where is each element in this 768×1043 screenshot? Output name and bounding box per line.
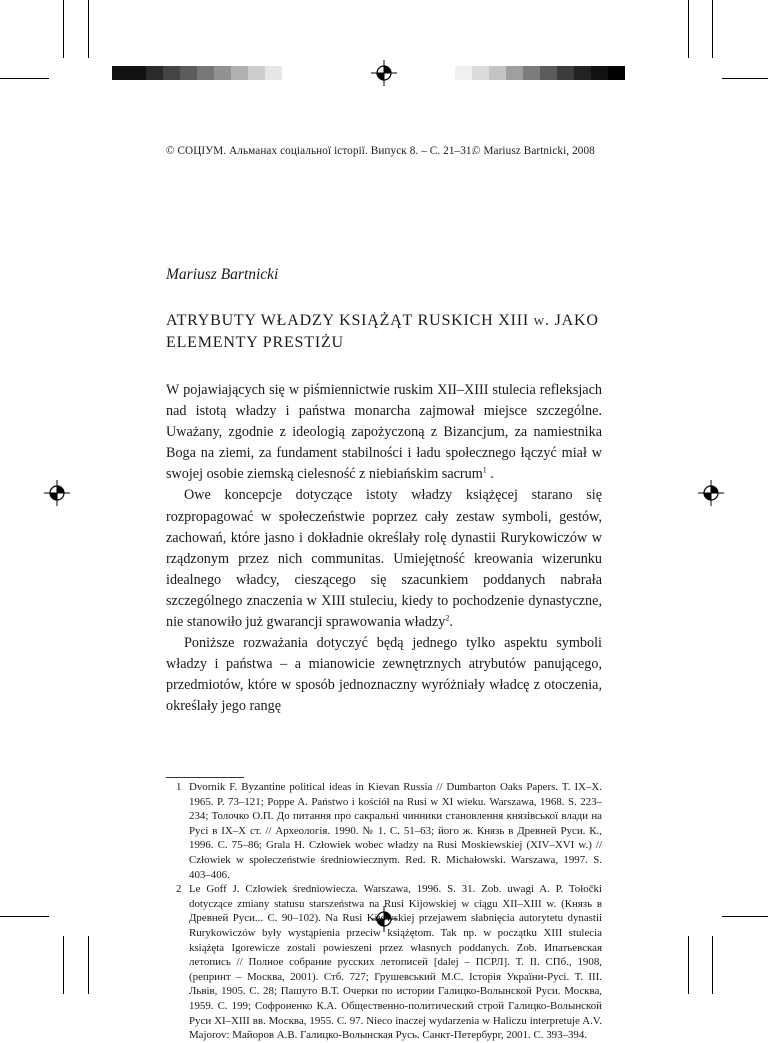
color-swatch (557, 66, 574, 80)
color-swatch (214, 66, 231, 80)
footnote-ref: 1 (482, 465, 487, 475)
registration-mark-icon (44, 480, 70, 506)
paragraph-text: Poniższe rozważania dotyczyć będą jednego tylko aspektu symboli władzy i państwa – a mianowicie zewnętrznych atrybutów panującego, przedmiotów, które w sposób jednoznaczny wyróżniały władcę z otoczenia, określały jego rangę (166, 635, 602, 715)
color-swatch (265, 66, 282, 80)
crop-mark (722, 916, 768, 917)
color-swatch (506, 66, 523, 80)
color-calibration-bar-left (112, 66, 282, 80)
footnote (166, 882, 602, 1043)
article-author: Mariusz Bartnicki (166, 266, 279, 283)
crop-mark (688, 0, 689, 58)
crop-mark (688, 936, 689, 994)
color-swatch (523, 66, 540, 80)
color-swatch (180, 66, 197, 80)
article-body (166, 380, 602, 718)
color-swatch (129, 66, 146, 80)
footnote-text: Dvornik F. Byzantine political ideas in Kievan Russia // Dumbarton Oaks Papers. T. IX–X. 1965. P. 73–121; Poppe A. Państwo i kościół na Rusi w XI wieku. Warszawa, 1968. S. 223–234; Толочко О.П. До питання про сакральні чинники становлення князівської влади на Русі в IX–X ст. // Археологія. 1990. № 1. С. 51–63; його ж. Князь в Древней Руси. К., 1996. С. 75–86; Grala H. Człowiek wobec władzy na Rusi Moskiewskiej (XIV–XVI w.) // Człowiek w społeczeństwie średniowiecznym. Red. R. Michałowski. Warszawa, 1997. S. 403–406. (189, 781, 602, 881)
color-swatch (146, 66, 163, 80)
color-swatch (231, 66, 248, 80)
color-swatch (163, 66, 180, 80)
registration-mark-icon (371, 60, 397, 86)
registration-mark-icon (698, 480, 724, 506)
paragraph-text: W pojawiających się w piśmiennictwie ruskim XII–XIII stulecia refleksjach nad istotą władzy i państwa monarcha zajmował miejsce szczególne. Uważany, zgodnie z ideologią zapożyczoną z Bizancjum, za namiestnika Boga na ziemi, za fundament stabilności i ładu społecznego łączyć miał w swojej osobie ziemską cielesność z niebiańskim sacrum (166, 382, 602, 483)
color-swatch (574, 66, 591, 80)
crop-mark (0, 78, 49, 79)
paragraph-tail: . (486, 466, 494, 483)
color-swatch (197, 66, 214, 80)
color-swatch (455, 66, 472, 80)
crop-mark (88, 0, 89, 58)
running-header-right: © Mariusz Bartnicki, 2008 (472, 145, 595, 157)
footnote-number: 2 (176, 883, 182, 896)
crop-mark (63, 0, 64, 58)
color-swatch (248, 66, 265, 80)
footnotes (166, 780, 602, 1043)
body-paragraph (166, 633, 602, 717)
footnote-ref: 2 (445, 613, 450, 623)
crop-mark (0, 916, 49, 917)
color-swatch (489, 66, 506, 80)
crop-mark (712, 0, 713, 58)
crop-mark (88, 936, 89, 994)
footnote-separator (166, 777, 244, 778)
color-swatch (608, 66, 625, 80)
body-paragraph (166, 380, 602, 485)
body-paragraph (166, 485, 602, 633)
paragraph-tail: . (449, 614, 453, 631)
running-header-left: © СОЦІУМ. Альманах соціальної історії. Випуск 8. – С. 21–31. (166, 145, 475, 157)
color-calibration-bar-right (455, 66, 625, 80)
footnote-number: 1 (176, 781, 182, 793)
crop-mark (712, 936, 713, 994)
color-swatch (540, 66, 557, 80)
footnote (166, 780, 602, 882)
color-swatch (591, 66, 608, 80)
paragraph-text: Owe koncepcje dotyczące istoty władzy książęcej starano się rozpropagować w społeczeństwie poprzez cały zestaw symboli, gestów, zachowań, które jasno i dokładnie określały rolę dynastii Rurykowiczów w rządzonym przez nich communitas. Umiejętność kreowania wizerunku idealnego władcy, cieszącego się szacunkiem poddanych nabrała szczególnego znaczenia w XIII stuleciu, kiedy to pochodzenie dynastyczne, nie stanowiło już gwarancji sprawowania władzy (166, 487, 602, 631)
crop-mark (63, 936, 64, 994)
footnote-text: Le Goff J. Człowiek średniowiecza. Warszawa, 1996. S. 31. Zob. uwagi A. P. Tołočki dotyczące zmiany statusu starszeństwa na Rusi Kijowskiej w ciągu XII–XIII w. (Князь в Древней Руси... С. 90–102). Na Rusi Kijowskiej przejawem słabnięcia autorytetu dynastii Rurykowiczów były wystąpienia przeciw książętom. Tak np. w początku XIII stulecia książęta Igorewicze zostali powieszeni przez własnych poddanych. Zob. Ипатьевская летопись // Полное собрание русских летописей [dalej – ПСРЛ]. Т. II. СПб., 1908, (репринт – Москва, 2001). Стб. 727; Грушевський М.С. Історія України-Русі. Т. III. Львів, 1905. С. 28; Пашуто В.Т. Очерки по истории Галицко-Волынской Руси. Москва, 1959. С. 199; Софроненко К.А. Общественно-политический строй Галицко-Волынской Руси XI–XIII вв. Москва, 1955. С. 97. Nieco inaczej wydarzenia w Haliczu interpretuje A.V. Majorov: Майоров А.В. Галицко-Волынская Русь. Санкт-Петербург, 2001. С. 393–394. (189, 883, 602, 1042)
article-title: ATRYBUTY WŁADZY KSIĄŻĄT RUSKICH XIII w. JAKO ELEMENTY PRESTIŻU (166, 312, 599, 351)
color-swatch (112, 66, 129, 80)
crop-mark (722, 78, 768, 79)
color-swatch (472, 66, 489, 80)
